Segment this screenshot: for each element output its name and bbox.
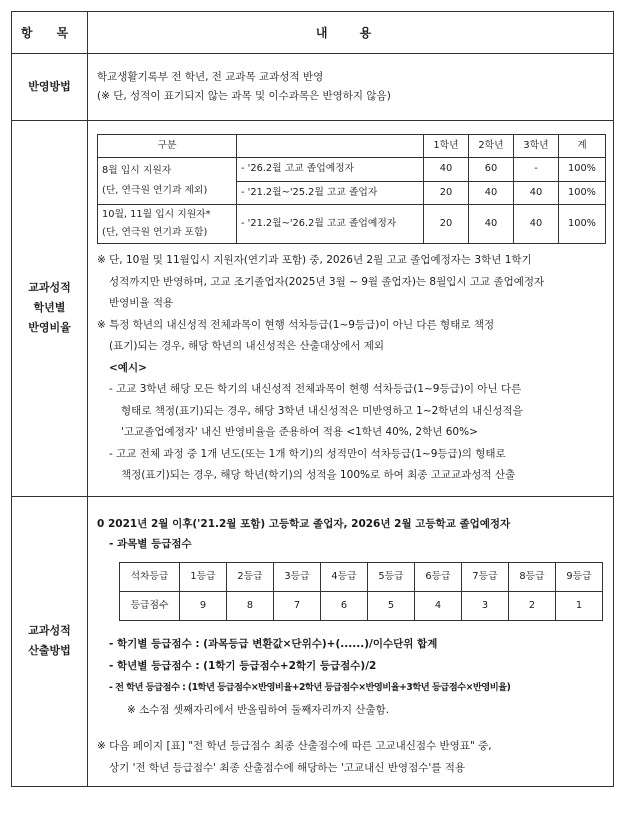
group1-title-line2: (단, 연극원 연기과 제외): [102, 185, 208, 196]
ratio-group1-title: [98, 158, 237, 205]
group2-title-line1: 10월, 11월 입시 지원자*: [102, 209, 211, 220]
example1-line1: - 고교 3학년 해당 모든 학기의 내신성적 전체과목이 현행 석차등급(1~9등급)이 아닌 다른: [109, 383, 522, 395]
score-cell: 5: [368, 591, 415, 620]
header-content-label: 내 용: [315, 26, 386, 40]
table-cell: - '21.2월~'26.2월 고교 졸업예정자: [237, 205, 424, 244]
formula-semester: - 학기별 등급점수 : (과목등급 변환값×단위수)+(......)/이수단위 합계: [109, 637, 438, 650]
admission-grade-document: [11, 11, 614, 831]
reflection-line-2: (※ 단, 성적이 표기되지 않는 과목 및 이수과목은 반영하지 않음): [97, 90, 391, 102]
calc-method-label: [12, 496, 88, 786]
ratio-header-year3: 3학년: [514, 135, 559, 158]
grade-row: [120, 562, 603, 591]
grade-cell: 2등급: [227, 562, 274, 591]
calc-title: 0 2021년 2월 이후('21.2월 포함) 고등학교 졸업자, 2026년 2월 고등학교 졸업예정자: [97, 517, 511, 530]
score-row: [120, 591, 603, 620]
example1-line3: '고교졸업예정자' 내신 반영비율을 준용하여 적용 <1학년 40%, 2학년 60%>: [121, 426, 478, 438]
header-content-cell: [88, 12, 614, 54]
header-row: [12, 12, 614, 54]
grade-row-label: 석차등급: [120, 562, 180, 591]
ratio-header-year1: 1학년: [424, 135, 469, 158]
score-cell: 2: [509, 591, 556, 620]
calc-method-row: [12, 496, 614, 786]
score-cell: 7: [274, 591, 321, 620]
table-cell: 40: [514, 205, 559, 244]
final-note-line1: ※ 다음 페이지 [표] "전 학년 등급점수 최종 산출점수에 따른 고교내신점수 반영표" 중,: [97, 739, 492, 752]
note1-line3: 반영비율 적용: [109, 297, 174, 309]
header-item-label: 항 목: [20, 25, 79, 40]
grade-cell: 4등급: [321, 562, 368, 591]
grade-cell: 6등급: [415, 562, 462, 591]
final-note: [97, 735, 604, 779]
grade-cell: 5등급: [368, 562, 415, 591]
formulas: [97, 633, 604, 721]
grade-cell: 8등급: [509, 562, 556, 591]
table-cell: 40: [424, 158, 469, 182]
score-row-label: 등급점수: [120, 591, 180, 620]
grade-ratio-row: [12, 121, 614, 497]
table-cell: 40: [514, 181, 559, 205]
calc-label-line: 산출방법: [28, 644, 71, 657]
score-cell: 1: [556, 591, 603, 620]
score-cell: 4: [415, 591, 462, 620]
table-cell: 20: [424, 205, 469, 244]
example-label: <예시>: [109, 361, 147, 374]
grade-cell: 9등급: [556, 562, 603, 591]
note2-line1: ※ 특정 학년의 내신성적 전체과목이 현행 석차등급(1~9등급)이 아닌 다른 형태로 책정: [97, 318, 495, 331]
formula-year: - 학년별 등급점수 : (1학기 등급점수+2학기 등급점수)/2: [109, 659, 377, 672]
note1-line2: 성적까지만 반영하며, 고교 조기졸업자(2025년 3월 ~ 9월 졸업자)는 8월입시 고교 졸업예정자: [109, 275, 545, 288]
ratio-header-category: 구분: [98, 135, 237, 158]
table-cell: 100%: [559, 181, 606, 205]
calc-label-line: 교과성적: [28, 624, 71, 637]
score-cell: 8: [227, 591, 274, 620]
reflection-line-1: 학교생활기록부 전 학년, 전 교과목 교과성적 반영: [97, 71, 324, 83]
ratio-notes: [97, 250, 604, 487]
group1-title-line1: 8월 입시 지원자: [102, 165, 172, 176]
grade-cell: 1등급: [180, 562, 227, 591]
score-cell: 3: [462, 591, 509, 620]
note2-line2: (표기)되는 경우, 해당 학년의 내신성적은 산출대상에서 제외: [109, 340, 384, 352]
example1-line2: 형태로 책정(표기)되는 경우, 해당 3학년 내신성적은 미반영하고 1~2학년의 내신성적을: [121, 404, 523, 417]
calc-subtitle: - 과목별 등급점수: [109, 537, 192, 550]
table-cell: 100%: [559, 158, 606, 182]
grade-cell: 3등급: [274, 562, 321, 591]
table-cell: 100%: [559, 205, 606, 244]
note1-line1: ※ 단, 10월 및 11월입시 지원자(연기과 포함) 중, 2026년 2월 고교 졸업예정자는 3학년 1학기: [97, 254, 532, 266]
table-cell: 40: [469, 205, 514, 244]
table-cell: - '21.2월~'25.2월 고교 졸업자: [237, 181, 424, 205]
grade-ratio-label-line: 교과성적: [28, 281, 71, 295]
grade-ratio-label-line: 학년별: [33, 301, 66, 315]
formula-all-years: - 전 학년 등급점수 : (1학년 등급점수×반영비율+2학년 등급점수×반영비율+3학년 등급점수×반영비율): [109, 681, 511, 693]
ratio-table: [97, 134, 606, 244]
ratio-header-blank: [237, 135, 424, 158]
grade-cell: 7등급: [462, 562, 509, 591]
main-table: [11, 11, 614, 787]
example2-line1: - 고교 전체 과정 중 1개 년도(또는 1개 학기)의 성적만이 석차등급(1~9등급)의 형태로: [109, 447, 506, 460]
reflection-method-row: [12, 54, 614, 121]
grade-score-table: [119, 562, 603, 621]
header-item-cell: [12, 12, 88, 54]
rounding-note: ※ 소수점 셋째자리에서 반올림하여 둘째자리까지 산출함.: [127, 703, 390, 716]
table-cell: -: [514, 158, 559, 182]
final-note-line2: 상기 '전 학년 등급점수' 최종 산출점수에 해당하는 '고교내신 반영점수'를 적용: [109, 761, 466, 774]
ratio-group2-title: [98, 205, 237, 244]
table-cell: 20: [424, 181, 469, 205]
table-cell: 40: [469, 181, 514, 205]
ratio-header-total: 계: [559, 135, 606, 158]
grade-ratio-label: [12, 121, 88, 497]
example2-line2: 책정(표기)되는 경우, 해당 학년(학기)의 성적을 100%로 하여 최종 고교교과성적 산출: [121, 469, 516, 481]
score-cell: 6: [321, 591, 368, 620]
table-cell: - '26.2월 고교 졸업예정자: [237, 158, 424, 182]
grade-ratio-content: [88, 121, 614, 497]
group2-title-line2: (단, 연극원 연기과 포함): [102, 227, 208, 238]
reflection-method-label: 반영방법: [12, 54, 88, 121]
score-cell: 9: [180, 591, 227, 620]
grade-ratio-label-line: 반영비율: [28, 321, 71, 335]
ratio-header-year2: 2학년: [469, 135, 514, 158]
reflection-method-content: [88, 54, 614, 121]
table-cell: 60: [469, 158, 514, 182]
calc-method-content: [88, 496, 614, 786]
